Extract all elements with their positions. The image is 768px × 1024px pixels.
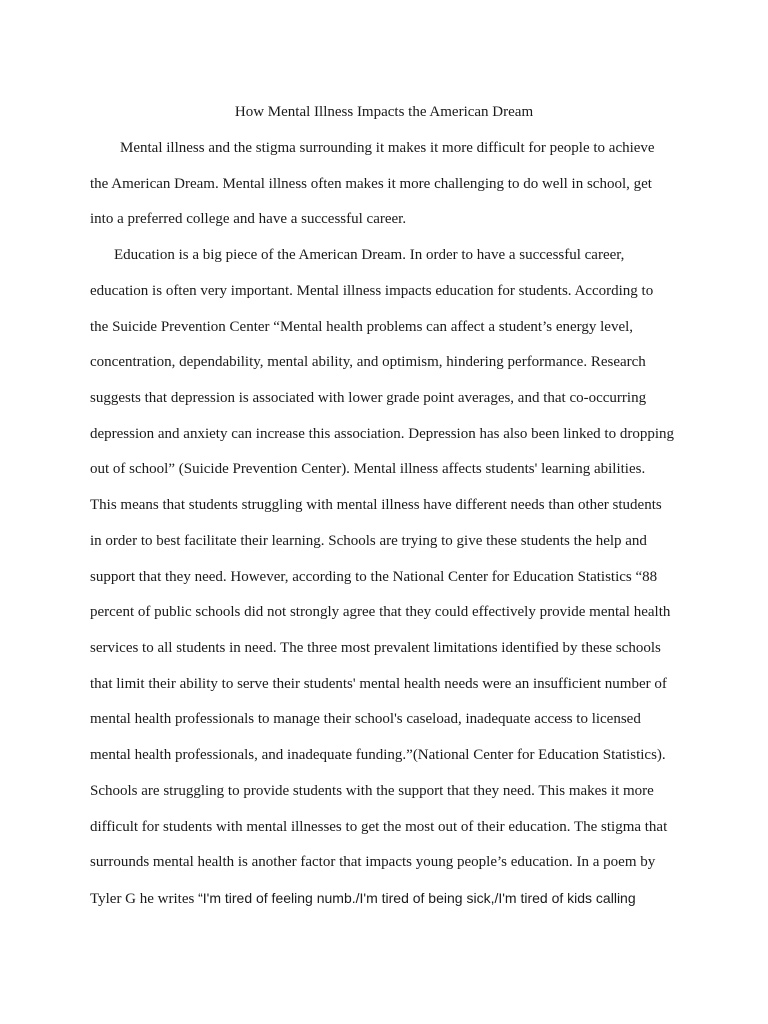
text-line: Mental illness and the stigma surrounding it makes it more difficult for people to achieve xyxy=(120,140,655,156)
text-segment-serif: Tyler G he writes xyxy=(90,891,199,907)
text-line: percent of public schools did not strongly agree that they could effectively provide mental health xyxy=(90,604,671,620)
text-line: that limit their ability to serve their students' mental health needs were an insufficient number of xyxy=(90,676,667,692)
text-line: the American Dream. Mental illness often makes it more challenging to do well in school, get xyxy=(90,176,652,192)
text-line: difficult for students with mental illnesses to get the most out of their education. The stigma that xyxy=(90,819,668,835)
text-line: concentration, dependability, mental ability, and optimism, hindering performance. Research xyxy=(90,354,646,370)
text-line: in order to best facilitate their learning. Schools are trying to give these students the help and xyxy=(90,533,647,549)
text-line: This means that students struggling with mental illness have different needs than other students xyxy=(90,497,662,513)
text-line-last xyxy=(90,888,636,909)
text-line: support that they need. However, according to the National Center for Education Statistics “88 xyxy=(90,569,658,585)
text-line: out of school” (Suicide Prevention Center). Mental illness affects students' learning abilities. xyxy=(90,461,646,477)
text-line: Schools are struggling to provide students with the support that they need. This makes it more xyxy=(90,783,654,799)
text-line: education is often very important. Mental illness impacts education for students. According to xyxy=(90,283,654,299)
text-line: into a preferred college and have a successful career. xyxy=(90,211,407,227)
text-line: Education is a big piece of the American Dream. In order to have a successful career, xyxy=(114,247,625,263)
text-line: suggests that depression is associated with lower grade point averages, and that co-occurring xyxy=(90,390,647,406)
text-line: mental health professionals to manage their school's caseload, inadequate access to licensed xyxy=(90,711,641,727)
text-line: depression and anxiety can increase this association. Depression has also been linked to dropping xyxy=(90,426,675,442)
text-line: surrounds mental health is another factor that impacts young people’s education. In a poem by xyxy=(90,854,656,870)
text-line: services to all students in need. The three most prevalent limitations identified by these schools xyxy=(90,640,661,656)
text-segment-sans: “I'm tired of feeling numb./I'm tired of being sick,/I'm tired of kids calling xyxy=(198,890,636,906)
text-line: mental health professionals, and inadequate funding.”(National Center for Education Statistics). xyxy=(90,747,666,763)
document-title: How Mental Illness Impacts the American Dream xyxy=(234,104,534,120)
text-line: the Suicide Prevention Center “Mental health problems can affect a student’s energy level, xyxy=(90,319,634,335)
